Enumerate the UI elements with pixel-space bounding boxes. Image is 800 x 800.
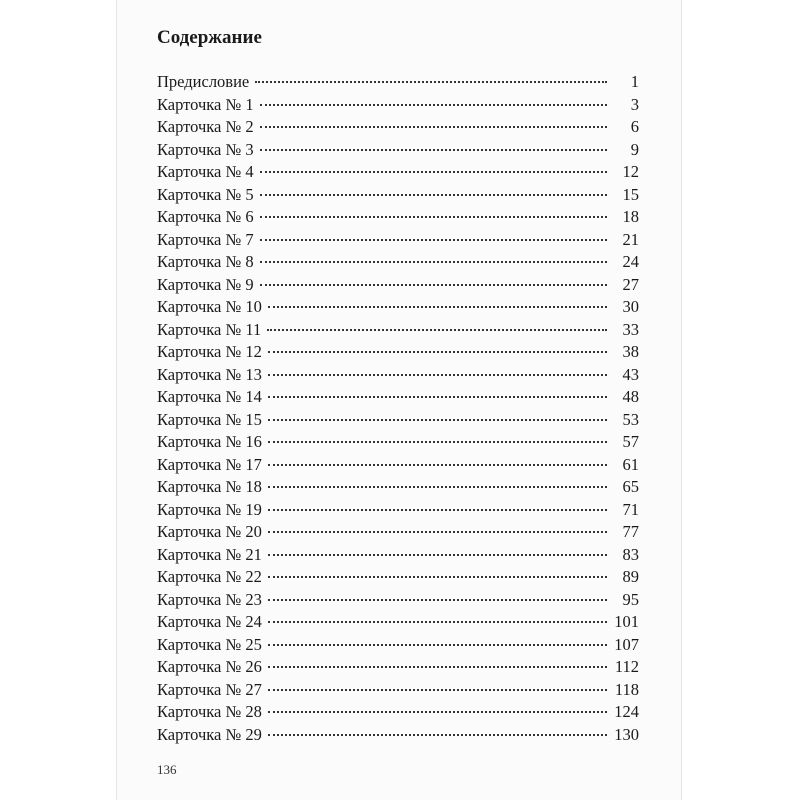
toc-entry-label: Карточка № 2 — [157, 117, 254, 136]
toc-entry-label: Карточка № 9 — [157, 274, 254, 294]
dot-leader — [268, 621, 607, 623]
toc-entry — [157, 341, 639, 364]
toc-entry-label: Карточка № 19 — [157, 499, 262, 519]
toc-entry — [157, 386, 639, 409]
toc-entry-page: 27 — [622, 274, 639, 294]
toc-entry — [157, 724, 639, 747]
toc-entry-label: Карточка № 27 — [157, 679, 262, 699]
toc-entry-page: 48 — [622, 387, 639, 406]
toc-entry-page: 71 — [622, 499, 639, 519]
toc-entry-page: 24 — [622, 252, 639, 271]
toc-entry-label: Карточка № 6 — [157, 207, 254, 226]
page-title: Содержание — [157, 27, 262, 48]
toc-entry — [157, 521, 639, 544]
dot-leader — [260, 104, 607, 106]
dot-leader — [267, 329, 607, 331]
toc-entry — [157, 206, 639, 229]
toc-entry — [157, 589, 639, 612]
toc-entry-page: 95 — [622, 589, 639, 609]
toc-entry — [157, 139, 639, 162]
toc-entry-label: Карточка № 1 — [157, 94, 254, 114]
toc-entry-page: 6 — [630, 117, 639, 136]
toc-entry — [157, 679, 639, 702]
toc-entry — [157, 94, 639, 117]
toc-entry-label: Карточка № 24 — [157, 612, 262, 631]
dot-leader — [268, 351, 607, 353]
toc-entry-page: 83 — [622, 544, 639, 564]
dot-leader — [268, 486, 607, 488]
dot-leader — [260, 126, 607, 128]
dot-leader — [268, 419, 607, 421]
toc-entry — [157, 274, 639, 297]
toc-entry — [157, 499, 639, 522]
toc-entry — [157, 364, 639, 387]
dot-leader — [268, 464, 607, 466]
table-of-contents — [157, 71, 639, 746]
toc-entry — [157, 296, 639, 319]
toc-entry-page: 30 — [622, 297, 639, 316]
toc-entry-label: Карточка № 20 — [157, 522, 262, 541]
dot-leader — [268, 576, 607, 578]
toc-entry-page: 18 — [622, 207, 639, 226]
toc-entry — [157, 251, 639, 274]
toc-entry-page: 15 — [622, 184, 639, 204]
toc-entry-label: Карточка № 8 — [157, 252, 254, 271]
dot-leader — [268, 711, 607, 713]
toc-entry-label: Карточка № 14 — [157, 387, 262, 406]
toc-entry — [157, 544, 639, 567]
dot-leader — [268, 689, 607, 691]
toc-entry-label: Карточка № 15 — [157, 409, 262, 429]
dot-leader — [268, 306, 607, 308]
toc-entry-page: 130 — [614, 724, 639, 744]
toc-entry-label: Предисловие — [157, 72, 250, 91]
dot-leader — [268, 441, 607, 443]
toc-entry-page: 77 — [622, 522, 639, 541]
toc-entry-page: 43 — [622, 364, 639, 384]
toc-entry-label: Карточка № 18 — [157, 477, 262, 496]
toc-entry-label: Карточка № 10 — [157, 297, 262, 316]
toc-entry — [157, 184, 639, 207]
toc-entry-page: 65 — [622, 477, 639, 496]
toc-entry-label: Карточка № 17 — [157, 454, 262, 474]
toc-entry-label: Карточка № 25 — [157, 634, 262, 654]
toc-entry-page: 3 — [630, 94, 639, 114]
toc-entry-page: 53 — [622, 409, 639, 429]
dot-leader — [268, 531, 607, 533]
toc-entry-page: 101 — [614, 612, 639, 631]
toc-entry-page: 9 — [630, 139, 639, 159]
dot-leader — [268, 396, 607, 398]
toc-entry — [157, 229, 639, 252]
dot-leader — [268, 599, 607, 601]
toc-entry-page: 118 — [614, 679, 639, 699]
toc-entry — [157, 409, 639, 432]
toc-entry-page: 107 — [614, 634, 639, 654]
toc-entry-page: 61 — [622, 454, 639, 474]
toc-entry-label: Карточка № 13 — [157, 364, 262, 384]
toc-entry-label: Карточка № 28 — [157, 702, 262, 721]
toc-entry-label: Карточка № 3 — [157, 139, 254, 159]
toc-entry-label: Карточка № 16 — [157, 432, 262, 451]
toc-entry — [157, 319, 639, 342]
toc-entry — [157, 566, 639, 589]
dot-leader — [260, 284, 607, 286]
toc-entry-page: 112 — [614, 657, 639, 676]
dot-leader — [268, 374, 607, 376]
dot-leader — [260, 149, 607, 151]
dot-leader — [268, 666, 607, 668]
dot-leader — [260, 239, 607, 241]
dot-leader — [268, 554, 607, 556]
dot-leader — [268, 509, 607, 511]
toc-entry — [157, 701, 639, 724]
toc-entry-page: 33 — [622, 319, 639, 339]
toc-entry-label: Карточка № 7 — [157, 229, 254, 249]
toc-entry-page: 21 — [622, 229, 639, 249]
toc-entry-label: Карточка № 23 — [157, 589, 262, 609]
toc-entry-page: 12 — [622, 162, 639, 181]
dot-leader — [255, 81, 607, 83]
toc-entry — [157, 454, 639, 477]
toc-entry — [157, 116, 639, 139]
toc-entry-label: Карточка № 22 — [157, 567, 262, 586]
dot-leader — [260, 261, 607, 263]
dot-leader — [260, 194, 607, 196]
dot-leader — [260, 216, 607, 218]
page-number: 136 — [157, 762, 177, 777]
toc-entry-label: Карточка № 29 — [157, 724, 262, 744]
toc-entry — [157, 161, 639, 184]
toc-entry-label: Карточка № 12 — [157, 342, 262, 361]
toc-entry — [157, 431, 639, 454]
toc-entry-page: 1 — [630, 72, 639, 91]
toc-entry — [157, 634, 639, 657]
dot-leader — [260, 171, 607, 173]
toc-entry — [157, 656, 639, 679]
toc-entry-label: Карточка № 5 — [157, 184, 254, 204]
toc-entry-page: 57 — [622, 432, 639, 451]
toc-entry-label: Карточка № 21 — [157, 544, 262, 564]
toc-entry-label: Карточка № 11 — [157, 319, 262, 339]
toc-entry-page: 89 — [622, 567, 639, 586]
toc-entry — [157, 71, 639, 94]
toc-entry-label: Карточка № 4 — [157, 162, 254, 181]
toc-entry-label: Карточка № 26 — [157, 657, 262, 676]
dot-leader — [268, 644, 607, 646]
toc-entry — [157, 476, 639, 499]
toc-entry-page: 38 — [622, 342, 639, 361]
dot-leader — [268, 734, 607, 736]
toc-entry — [157, 611, 639, 634]
toc-entry-page: 124 — [614, 702, 639, 721]
